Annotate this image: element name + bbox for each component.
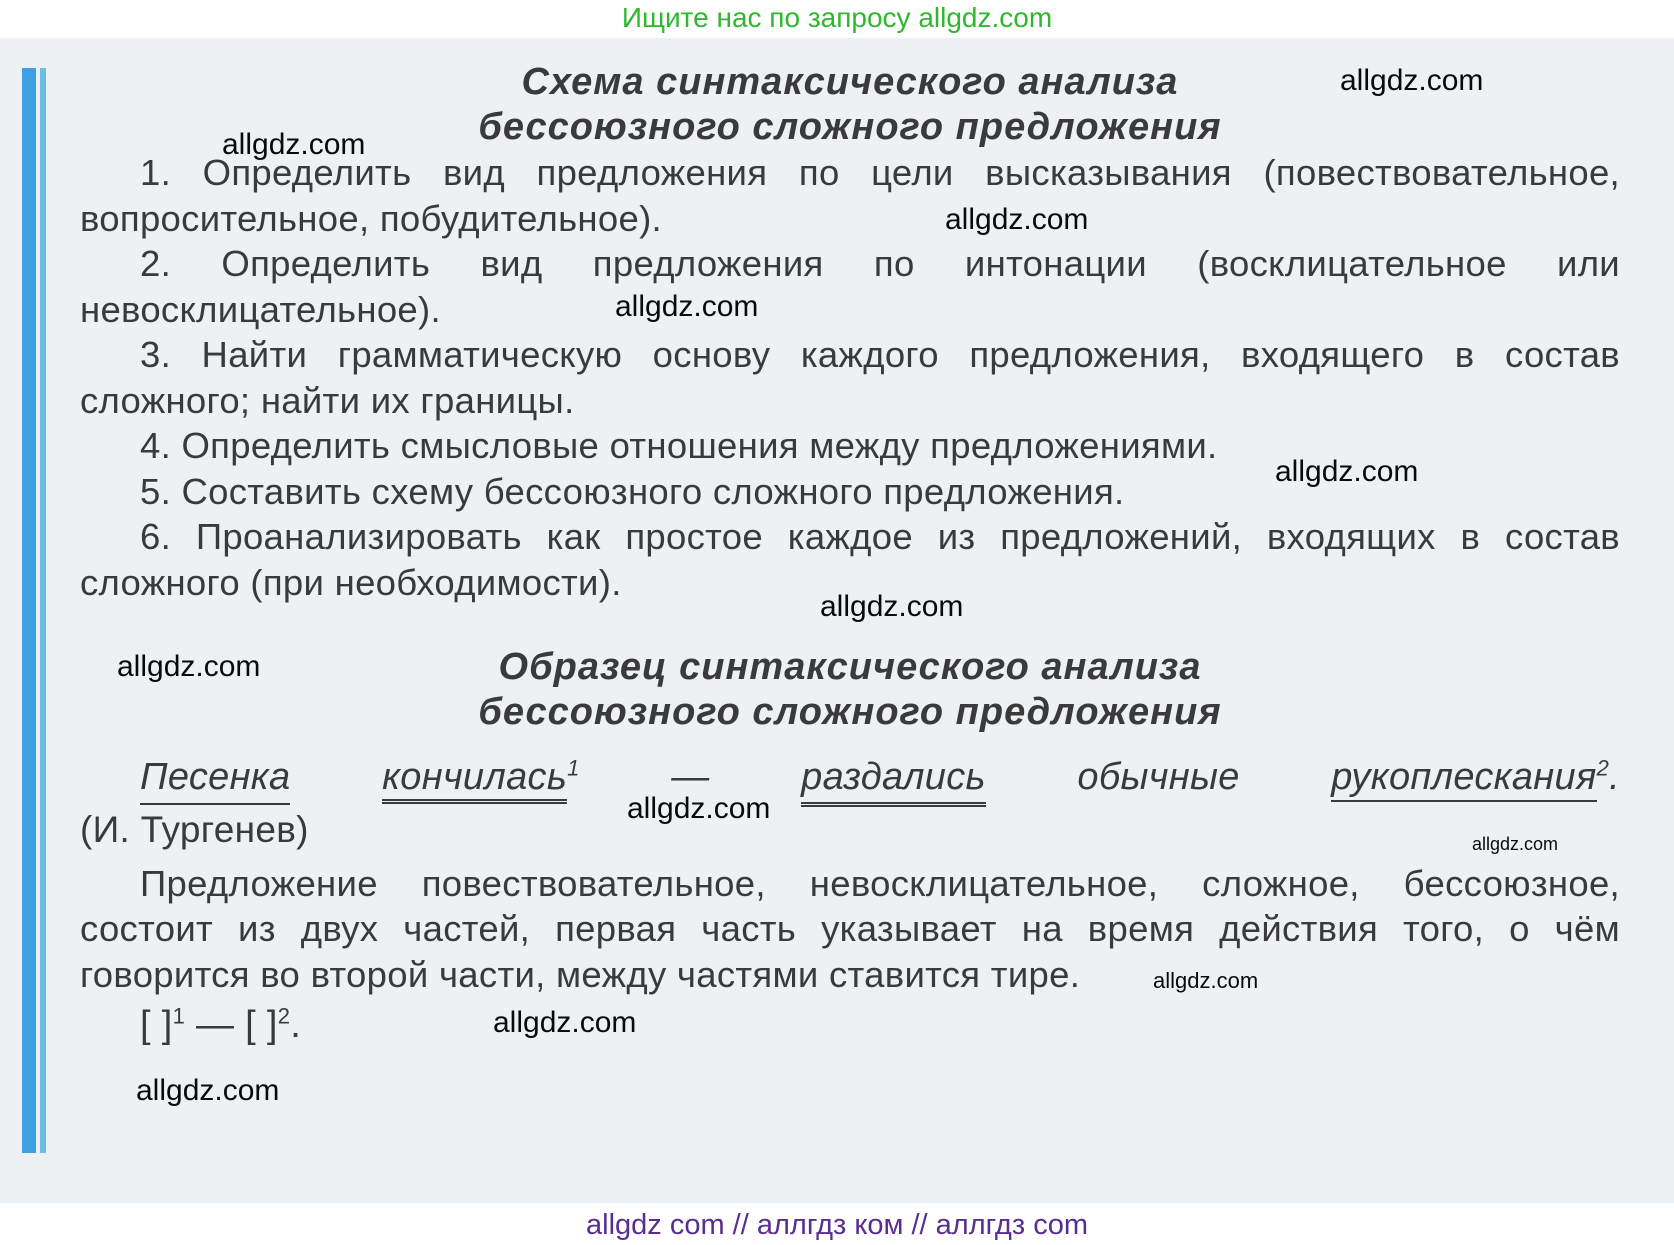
page-content xyxy=(80,60,1620,1049)
step-5: 5. Составить схему бессоюзного сложного предложения. xyxy=(140,470,1125,512)
heading-1-line-2: бессоюзного сложного предложения xyxy=(478,106,1222,148)
step-1: 1. Определить вид предложения по цели высказывания (повествовательное, вопросительное, побудительное). xyxy=(80,152,1620,239)
modifier: обычные xyxy=(1077,756,1240,798)
watermark: allgdz.com xyxy=(1153,968,1259,993)
step-2: 2. Определить вид предложения по интонации (восклицательное или невосклицательное). xyxy=(80,243,1620,330)
page-edge-bar xyxy=(22,68,36,1153)
sample-author: (И. Тургенев) xyxy=(80,809,309,850)
watermark: allgdz.com xyxy=(1472,834,1559,854)
watermark: allgdz.com xyxy=(136,1074,280,1107)
bottom-banner: allgdz com // аллгдз ком // аллгдз com xyxy=(586,1209,1088,1241)
heading-2-line-1: Образец синтаксического анализа xyxy=(498,646,1202,688)
sample-dash: — xyxy=(671,756,710,798)
step-6: 6. Проанализировать как простое каждое из предложений, входящих в состав сложного (при необходимости). xyxy=(80,516,1620,603)
watermark: allgdz.com xyxy=(222,128,366,161)
predicate-1: кончилась$^1$ xyxy=(382,753,580,801)
page-edge-bar-inner xyxy=(40,68,46,1153)
watermark: allgdz.com xyxy=(117,650,261,683)
watermark: allgdz.com xyxy=(820,590,964,623)
watermark: allgdz.com xyxy=(627,792,771,825)
heading-2-line-2: бессоюзного сложного предложения xyxy=(478,691,1222,733)
watermark: allgdz.com xyxy=(493,1006,637,1039)
sample-sentence xyxy=(80,753,1620,807)
step-4: 4. Определить смысловые отношения между предложениями. xyxy=(140,425,1218,466)
watermark: allgdz.com xyxy=(1275,455,1419,488)
top-banner: Ищите нас по запросу allgdz.com xyxy=(621,2,1053,33)
predicate-2: раздались xyxy=(801,753,986,807)
subject-2: рукоплескания$^2$. xyxy=(1331,753,1620,801)
sentence-scheme: [ ]$^1$ — [ ]$^2$. xyxy=(140,1003,302,1046)
analysis-text: Предложение повествовательное, невосклицательное, сложное, бессоюзное, состоит из двух частей, первая часть указывает на время действия того, о чём говорится во второй части, между частями ставится тире. xyxy=(80,862,1620,995)
watermark: allgdz.com xyxy=(615,290,759,323)
step-3: 3. Найти грамматическую основу каждого предложения, входящего в состав сложного; найти их границы. xyxy=(80,334,1620,421)
watermark: allgdz.com xyxy=(1340,64,1484,97)
subject-1: Песенка xyxy=(140,753,290,805)
heading-1-line-1: Схема синтаксического анализа xyxy=(521,61,1179,103)
watermark: allgdz.com xyxy=(945,203,1089,236)
